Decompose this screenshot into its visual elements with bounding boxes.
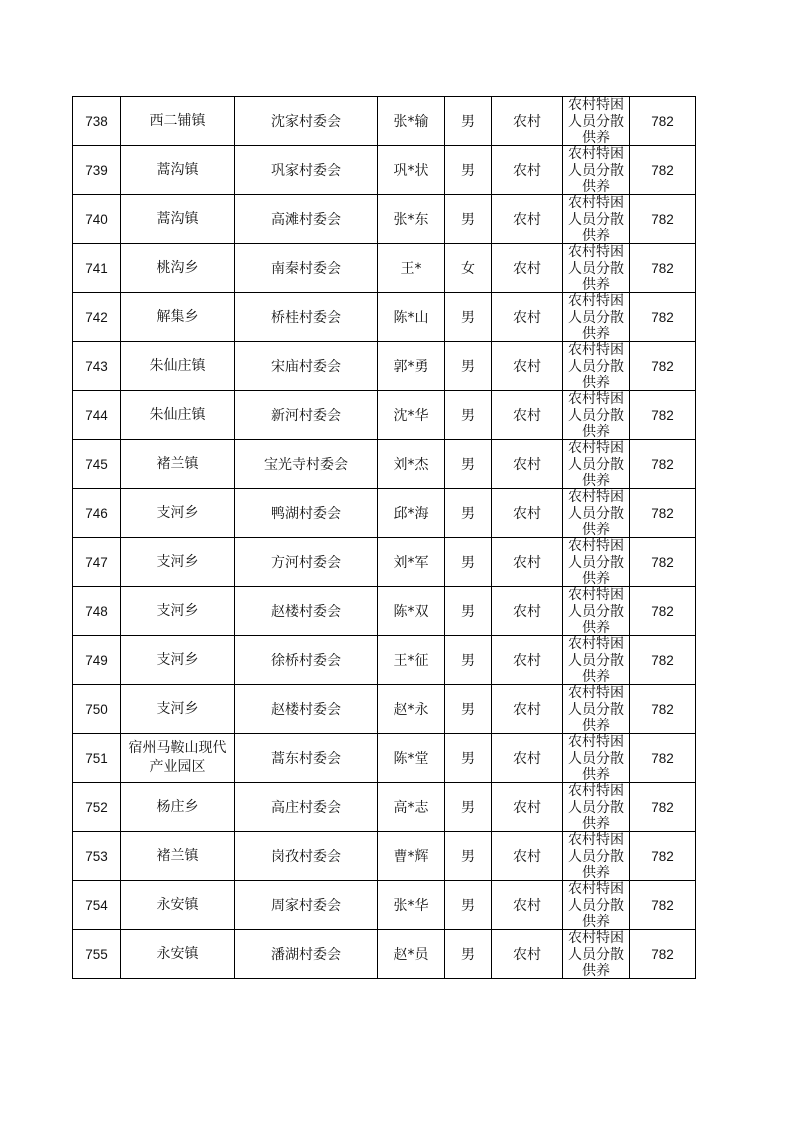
support-category-cell: 农村特困人员分散供养 (563, 293, 630, 342)
village-committee-cell: 南秦村委会 (235, 244, 378, 293)
table-row (73, 146, 696, 195)
row-number-cell: 743 (73, 342, 121, 391)
recipient-name-cell: 张*输 (378, 97, 445, 146)
gender-cell: 男 (445, 685, 492, 734)
support-category-cell: 农村特困人员分散供养 (563, 587, 630, 636)
area-type-cell: 农村 (492, 734, 563, 783)
township-cell: 杨庄乡 (121, 783, 235, 832)
village-committee-cell: 蒿东村委会 (235, 734, 378, 783)
row-number-cell: 751 (73, 734, 121, 783)
gender-cell: 男 (445, 734, 492, 783)
village-committee-cell: 高庄村委会 (235, 783, 378, 832)
assistance-roster-sheet (72, 96, 696, 979)
gender-cell: 女 (445, 244, 492, 293)
gender-cell: 男 (445, 832, 492, 881)
township-cell: 支河乡 (121, 538, 235, 587)
row-number-cell: 754 (73, 881, 121, 930)
recipient-name-cell: 刘*杰 (378, 440, 445, 489)
row-number-cell: 746 (73, 489, 121, 538)
township-cell: 永安镇 (121, 930, 235, 979)
township-cell: 永安镇 (121, 881, 235, 930)
area-type-cell: 农村 (492, 538, 563, 587)
recipient-name-cell: 邱*海 (378, 489, 445, 538)
gender-cell: 男 (445, 881, 492, 930)
support-category-cell: 农村特困人员分散供养 (563, 195, 630, 244)
support-category-cell: 农村特困人员分散供养 (563, 146, 630, 195)
recipient-name-cell: 王* (378, 244, 445, 293)
recipient-name-cell: 陈*双 (378, 587, 445, 636)
amount-cell: 782 (630, 734, 696, 783)
row-number-cell: 749 (73, 636, 121, 685)
row-number-cell: 748 (73, 587, 121, 636)
township-cell: 支河乡 (121, 685, 235, 734)
table-row (73, 342, 696, 391)
support-category-cell: 农村特困人员分散供养 (563, 489, 630, 538)
recipient-name-cell: 赵*永 (378, 685, 445, 734)
township-cell: 支河乡 (121, 636, 235, 685)
support-category-cell: 农村特困人员分散供养 (563, 881, 630, 930)
area-type-cell: 农村 (492, 832, 563, 881)
amount-cell: 782 (630, 97, 696, 146)
township-cell: 宿州马鞍山现代产业园区 (121, 734, 235, 783)
table-row (73, 783, 696, 832)
amount-cell: 782 (630, 293, 696, 342)
township-cell: 西二铺镇 (121, 97, 235, 146)
recipient-name-cell: 曹*辉 (378, 832, 445, 881)
recipient-name-cell: 沈*华 (378, 391, 445, 440)
row-number-cell: 741 (73, 244, 121, 293)
village-committee-cell: 岗孜村委会 (235, 832, 378, 881)
recipient-name-cell: 赵*员 (378, 930, 445, 979)
village-committee-cell: 巩家村委会 (235, 146, 378, 195)
recipient-name-cell: 陈*堂 (378, 734, 445, 783)
gender-cell: 男 (445, 195, 492, 244)
amount-cell: 782 (630, 391, 696, 440)
gender-cell: 男 (445, 293, 492, 342)
amount-cell: 782 (630, 587, 696, 636)
table-row (73, 195, 696, 244)
village-committee-cell: 沈家村委会 (235, 97, 378, 146)
amount-cell: 782 (630, 489, 696, 538)
area-type-cell: 农村 (492, 195, 563, 244)
village-committee-cell: 潘湖村委会 (235, 930, 378, 979)
table-row (73, 97, 696, 146)
township-cell: 桃沟乡 (121, 244, 235, 293)
amount-cell: 782 (630, 440, 696, 489)
row-number-cell: 752 (73, 783, 121, 832)
village-committee-cell: 赵楼村委会 (235, 587, 378, 636)
support-category-cell: 农村特困人员分散供养 (563, 97, 630, 146)
table-row (73, 244, 696, 293)
amount-cell: 782 (630, 783, 696, 832)
support-category-cell: 农村特困人员分散供养 (563, 832, 630, 881)
table-row (73, 832, 696, 881)
support-category-cell: 农村特困人员分散供养 (563, 538, 630, 587)
support-category-cell: 农村特困人员分散供养 (563, 244, 630, 293)
gender-cell: 男 (445, 587, 492, 636)
row-number-cell: 750 (73, 685, 121, 734)
recipient-name-cell: 郭*勇 (378, 342, 445, 391)
table-row (73, 293, 696, 342)
support-category-cell: 农村特困人员分散供养 (563, 783, 630, 832)
row-number-cell: 755 (73, 930, 121, 979)
row-number-cell: 745 (73, 440, 121, 489)
row-number-cell: 744 (73, 391, 121, 440)
village-committee-cell: 桥桂村委会 (235, 293, 378, 342)
area-type-cell: 农村 (492, 881, 563, 930)
support-category-cell: 农村特困人员分散供养 (563, 685, 630, 734)
township-cell: 支河乡 (121, 587, 235, 636)
amount-cell: 782 (630, 832, 696, 881)
amount-cell: 782 (630, 538, 696, 587)
village-committee-cell: 新河村委会 (235, 391, 378, 440)
area-type-cell: 农村 (492, 930, 563, 979)
amount-cell: 782 (630, 881, 696, 930)
area-type-cell: 农村 (492, 342, 563, 391)
row-number-cell: 747 (73, 538, 121, 587)
table-row (73, 440, 696, 489)
gender-cell: 男 (445, 783, 492, 832)
area-type-cell: 农村 (492, 636, 563, 685)
gender-cell: 男 (445, 342, 492, 391)
township-cell: 褚兰镇 (121, 440, 235, 489)
amount-cell: 782 (630, 930, 696, 979)
area-type-cell: 农村 (492, 293, 563, 342)
amount-cell: 782 (630, 146, 696, 195)
amount-cell: 782 (630, 685, 696, 734)
table-row (73, 734, 696, 783)
row-number-cell: 740 (73, 195, 121, 244)
row-number-cell: 742 (73, 293, 121, 342)
township-cell: 解集乡 (121, 293, 235, 342)
gender-cell: 男 (445, 440, 492, 489)
gender-cell: 男 (445, 930, 492, 979)
table-row (73, 391, 696, 440)
township-cell: 朱仙庄镇 (121, 342, 235, 391)
support-category-cell: 农村特困人员分散供养 (563, 734, 630, 783)
amount-cell: 782 (630, 342, 696, 391)
recipient-name-cell: 张*东 (378, 195, 445, 244)
village-committee-cell: 方河村委会 (235, 538, 378, 587)
roster-body (73, 97, 696, 979)
gender-cell: 男 (445, 391, 492, 440)
village-committee-cell: 周家村委会 (235, 881, 378, 930)
table-row (73, 881, 696, 930)
support-category-cell: 农村特困人员分散供养 (563, 391, 630, 440)
township-cell: 朱仙庄镇 (121, 391, 235, 440)
row-number-cell: 738 (73, 97, 121, 146)
amount-cell: 782 (630, 244, 696, 293)
area-type-cell: 农村 (492, 489, 563, 538)
recipient-name-cell: 高*志 (378, 783, 445, 832)
village-committee-cell: 宋庙村委会 (235, 342, 378, 391)
township-cell: 蒿沟镇 (121, 195, 235, 244)
recipient-name-cell: 巩*状 (378, 146, 445, 195)
support-category-cell: 农村特困人员分散供养 (563, 636, 630, 685)
recipient-name-cell: 王*征 (378, 636, 445, 685)
village-committee-cell: 宝光寺村委会 (235, 440, 378, 489)
table-row (73, 685, 696, 734)
gender-cell: 男 (445, 636, 492, 685)
area-type-cell: 农村 (492, 783, 563, 832)
table-row (73, 930, 696, 979)
area-type-cell: 农村 (492, 685, 563, 734)
recipient-name-cell: 陈*山 (378, 293, 445, 342)
area-type-cell: 农村 (492, 587, 563, 636)
township-cell: 蒿沟镇 (121, 146, 235, 195)
table-row (73, 636, 696, 685)
row-number-cell: 739 (73, 146, 121, 195)
support-category-cell: 农村特困人员分散供养 (563, 440, 630, 489)
table-row (73, 538, 696, 587)
village-committee-cell: 鸭湖村委会 (235, 489, 378, 538)
recipient-name-cell: 刘*军 (378, 538, 445, 587)
village-committee-cell: 赵楼村委会 (235, 685, 378, 734)
row-number-cell: 753 (73, 832, 121, 881)
gender-cell: 男 (445, 97, 492, 146)
table-row (73, 489, 696, 538)
area-type-cell: 农村 (492, 440, 563, 489)
gender-cell: 男 (445, 489, 492, 538)
table-row (73, 587, 696, 636)
amount-cell: 782 (630, 195, 696, 244)
village-committee-cell: 高滩村委会 (235, 195, 378, 244)
support-category-cell: 农村特困人员分散供养 (563, 342, 630, 391)
area-type-cell: 农村 (492, 244, 563, 293)
township-cell: 褚兰镇 (121, 832, 235, 881)
area-type-cell: 农村 (492, 391, 563, 440)
amount-cell: 782 (630, 636, 696, 685)
gender-cell: 男 (445, 146, 492, 195)
recipient-name-cell: 张*华 (378, 881, 445, 930)
gender-cell: 男 (445, 538, 492, 587)
support-category-cell: 农村特困人员分散供养 (563, 930, 630, 979)
area-type-cell: 农村 (492, 146, 563, 195)
assistance-roster-table (72, 96, 696, 979)
township-cell: 支河乡 (121, 489, 235, 538)
area-type-cell: 农村 (492, 97, 563, 146)
village-committee-cell: 徐桥村委会 (235, 636, 378, 685)
